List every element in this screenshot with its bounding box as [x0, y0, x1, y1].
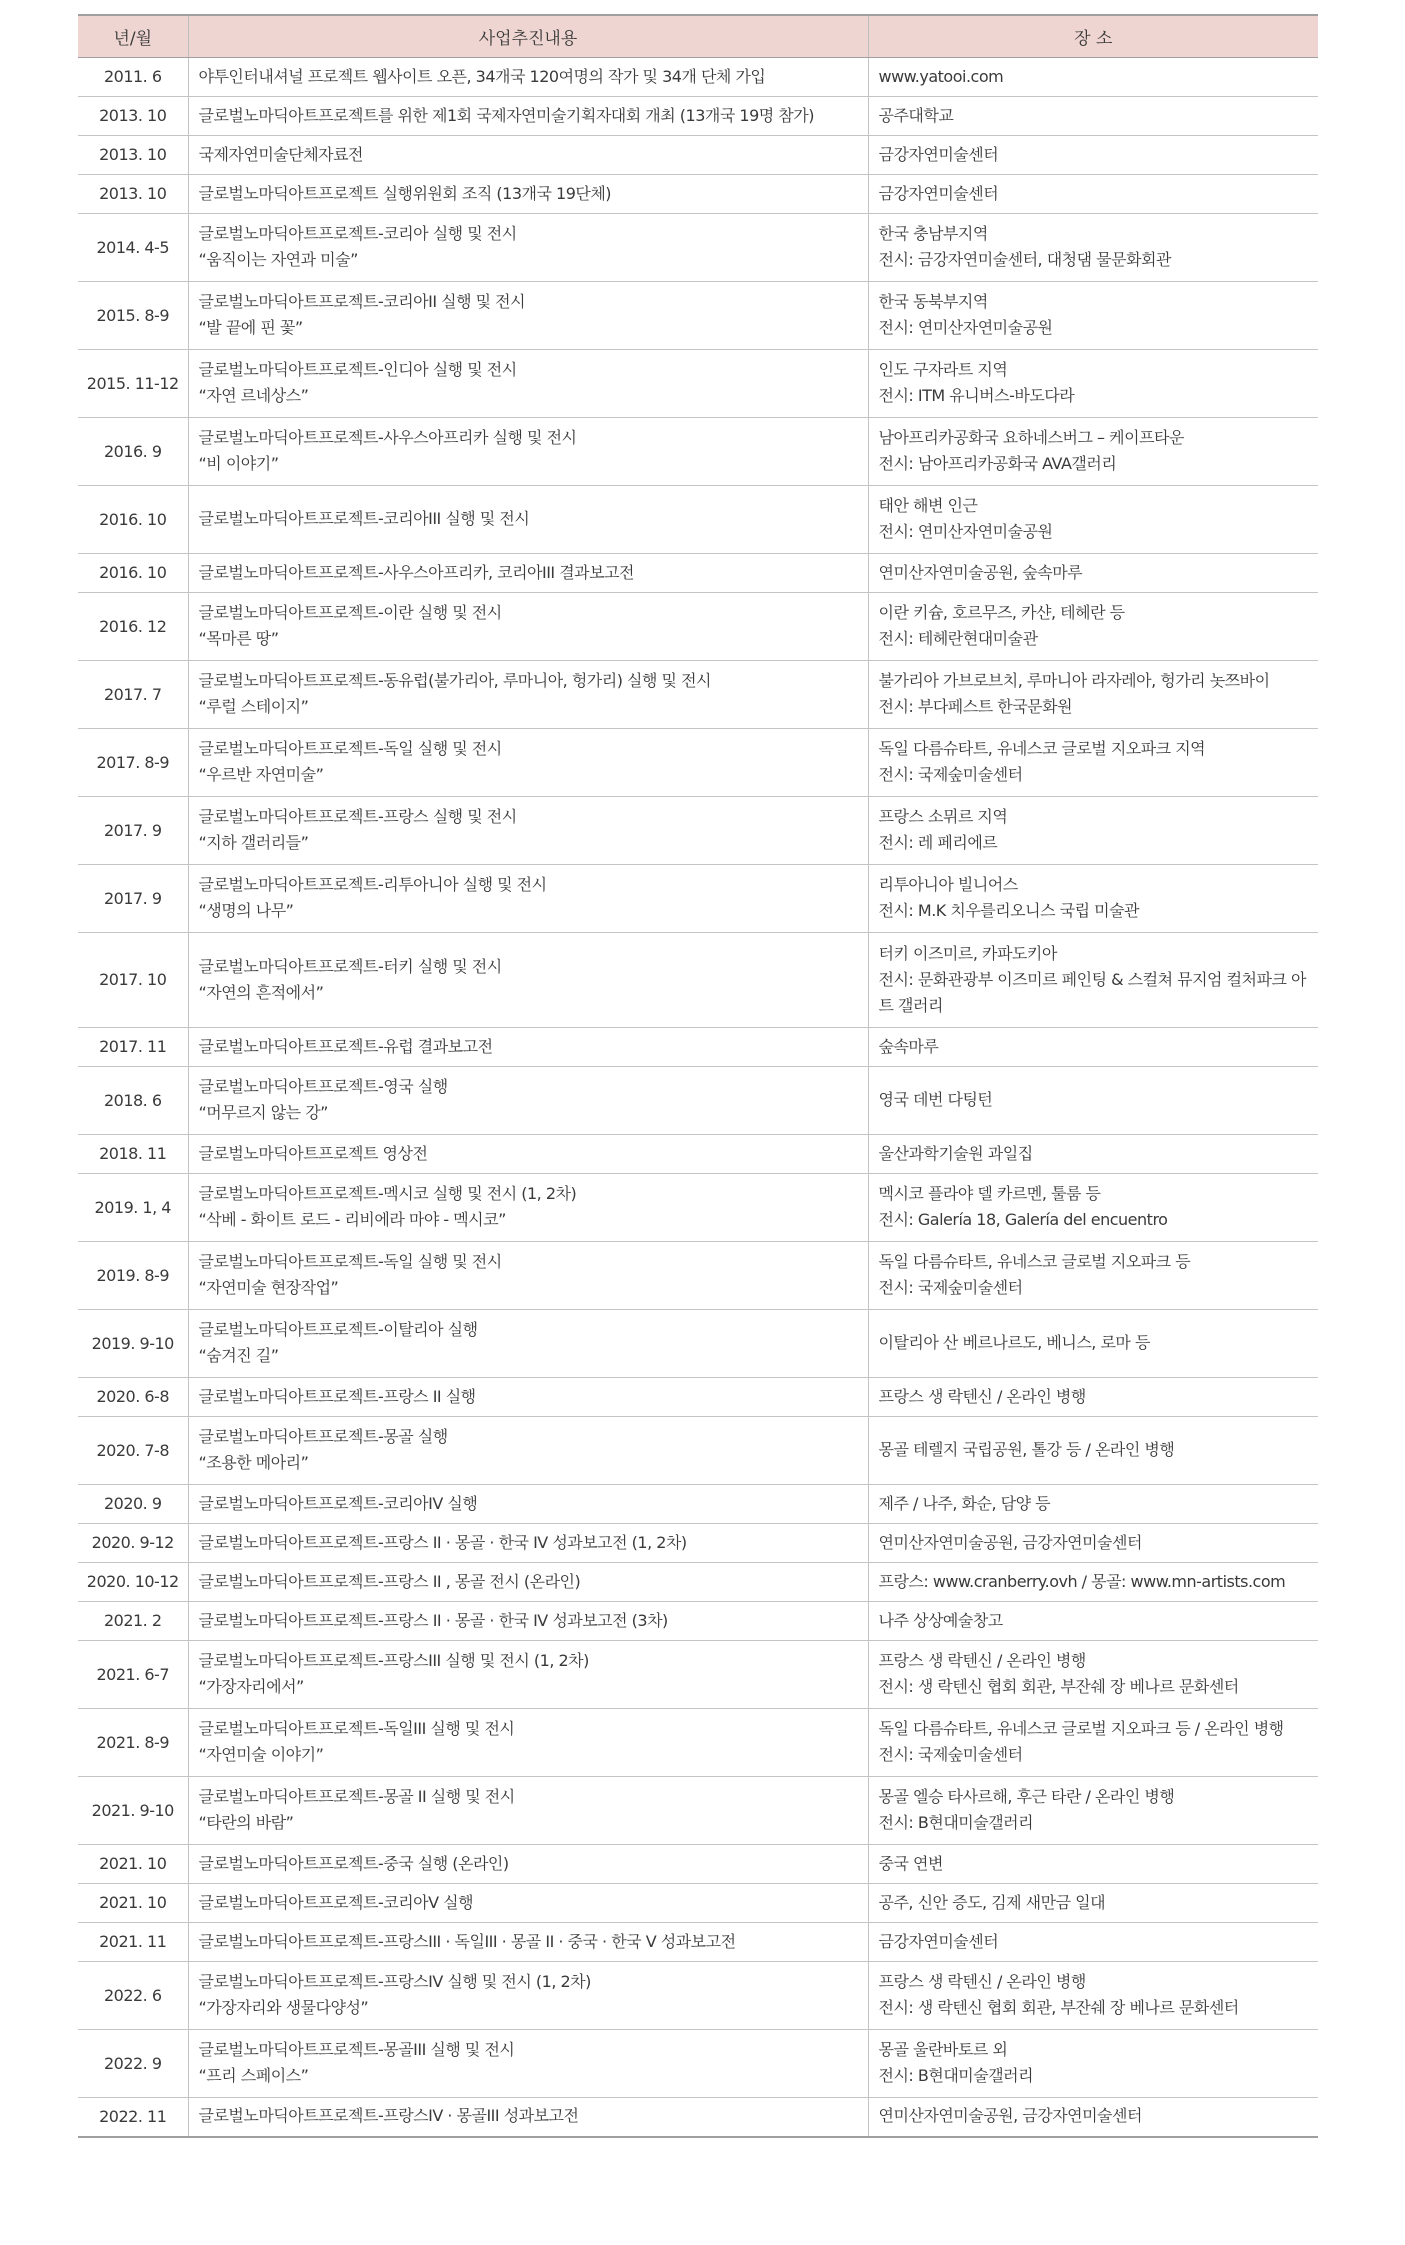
row-content [188, 2030, 868, 2098]
row-date: 2019. 1, 4 [78, 1174, 188, 1242]
table-row [78, 729, 1318, 797]
table-row [78, 1641, 1318, 1709]
place-line: 전시: 연미산자연미술공원 [878, 522, 1053, 541]
row-place [868, 486, 1318, 554]
row-date: 2021. 11 [78, 1923, 188, 1962]
row-place [868, 554, 1318, 593]
row-date: 2018. 11 [78, 1135, 188, 1174]
table-row [78, 1524, 1318, 1563]
row-content [188, 1067, 868, 1135]
row-place [868, 1067, 1318, 1135]
place-line: 공주, 신안 증도, 김제 새만금 일대 [878, 1892, 1106, 1912]
place-line: 전시: 금강자연미술센터, 대청댐 물문화회관 [878, 250, 1171, 269]
row-content [188, 729, 868, 797]
row-date: 2019. 8-9 [78, 1242, 188, 1310]
content-line: 글로벌노마딕아트프로젝트 실행위원회 조직 (13개국 19단체) [198, 183, 612, 203]
table-row [78, 1563, 1318, 1602]
row-content [188, 350, 868, 418]
row-content [188, 1602, 868, 1641]
table-header [78, 15, 1318, 58]
row-place [868, 933, 1318, 1028]
table-row [78, 136, 1318, 175]
table-row [78, 1923, 1318, 1962]
place-line: 이란 키슘, 호르무즈, 카샨, 테헤란 등 [878, 603, 1125, 622]
content-line: “루럴 스테이지” [198, 697, 309, 716]
header-date: 년/월 [78, 15, 188, 58]
row-place [868, 1028, 1318, 1067]
content-line: 글로벌노마딕아트프로젝트-터키 실행 및 전시 [198, 956, 502, 976]
content-line: 글로벌노마딕아트프로젝트-몽골 실행 [198, 1427, 448, 1446]
table-row [78, 1962, 1318, 2030]
header-content: 사업추진내용 [188, 15, 868, 58]
place-line: 전시: B현대미술갤러리 [878, 1813, 1034, 1832]
place-line: 전시: 연미산자연미술공원 [878, 318, 1053, 337]
place-line: 몽골 울란바토르 외 [878, 2040, 1008, 2059]
place-line: 전시: M.K 치우를리오니스 국립 미술관 [878, 901, 1140, 920]
content-line: “프리 스페이스” [198, 2066, 309, 2085]
place-line: 프랑스 소뮈르 지역 [878, 807, 1008, 826]
row-place [868, 1923, 1318, 1962]
row-content [188, 486, 868, 554]
place-line: 금강자연미술센터 [878, 144, 999, 164]
row-date: 2021. 8-9 [78, 1709, 188, 1777]
row-place [868, 214, 1318, 282]
content-line: 글로벌노마딕아트프로젝트-멕시코 실행 및 전시 (1, 2차) [198, 1184, 577, 1203]
content-line: 글로벌노마딕아트프로젝트-코리아V 실행 [198, 1892, 474, 1912]
row-date: 2011. 6 [78, 58, 188, 97]
place-line: 몽골 엘승 타사르해, 후근 타란 / 온라인 병행 [878, 1787, 1175, 1806]
row-date: 2017. 11 [78, 1028, 188, 1067]
content-line: 글로벌노마딕아트프로젝트 영상전 [198, 1143, 428, 1163]
place-line: 전시: 부다페스트 한국문화원 [878, 697, 1073, 716]
place-line: 남아프리카공화국 요하네스버그 – 케이프타운 [878, 428, 1184, 447]
row-date: 2021. 10 [78, 1845, 188, 1884]
content-line: 국제자연미술단체자료전 [198, 144, 364, 164]
row-date: 2021. 6-7 [78, 1641, 188, 1709]
row-place [868, 282, 1318, 350]
header-place: 장 소 [868, 15, 1318, 58]
table-row [78, 1174, 1318, 1242]
table-row [78, 1310, 1318, 1378]
place-line: 한국 동북부지역 [878, 292, 988, 311]
place-line: 금강자연미술센터 [878, 1931, 999, 1951]
content-line: “생명의 나무” [198, 901, 294, 920]
place-line: 몽골 테렐지 국립공원, 톨강 등 / 온라인 병행 [878, 1440, 1175, 1459]
place-line: 울산과학기술원 과일집 [878, 1143, 1033, 1163]
content-line: 글로벌노마딕아트프로젝트-코리아II 실행 및 전시 [198, 292, 526, 311]
place-line: 이탈리아 산 베르나르도, 베니스, 로마 등 [878, 1333, 1150, 1352]
content-line: 글로벌노마딕아트프로젝트-중국 실행 (온라인) [198, 1853, 509, 1873]
table-row [78, 593, 1318, 661]
table-row [78, 1417, 1318, 1485]
content-line: “머무르지 않는 강” [198, 1103, 328, 1122]
table-row [78, 1378, 1318, 1417]
row-content [188, 1417, 868, 1485]
content-line: “가장자리에서” [198, 1677, 304, 1696]
row-content [188, 97, 868, 136]
row-date: 2014. 4-5 [78, 214, 188, 282]
row-content [188, 58, 868, 97]
content-line: “발 끝에 핀 꽃” [198, 318, 303, 337]
table-row [78, 1135, 1318, 1174]
row-content [188, 1524, 868, 1563]
place-line: 연미산자연미술공원, 금강자연미술센터 [878, 2106, 1142, 2126]
content-line: “자연 르네상스” [198, 386, 309, 405]
place-line: 전시: Galería 18, Galería del encuentro [878, 1210, 1168, 1229]
place-line: 독일 다름슈타트, 유네스코 글로벌 지오파크 지역 [878, 739, 1206, 758]
table-body [78, 58, 1318, 2137]
row-place [868, 2098, 1318, 2137]
table-row [78, 1028, 1318, 1067]
row-place [868, 1709, 1318, 1777]
place-line: 전시: 레 페리에르 [878, 833, 998, 852]
content-line: 글로벌노마딕아트프로젝트-독일 실행 및 전시 [198, 739, 502, 758]
content-line: 글로벌노마딕아트프로젝트-프랑스 실행 및 전시 [198, 807, 517, 826]
row-place [868, 1524, 1318, 1563]
content-line: 글로벌노마딕아트프로젝트-영국 실행 [198, 1077, 448, 1096]
row-place [868, 58, 1318, 97]
row-date: 2017. 7 [78, 661, 188, 729]
table-row [78, 1777, 1318, 1845]
table-row [78, 797, 1318, 865]
place-line: 금강자연미술센터 [878, 183, 999, 203]
row-place [868, 1485, 1318, 1524]
place-line: 프랑스 생 락텐신 / 온라인 병행 [878, 1386, 1086, 1406]
content-line: 글로벌노마딕아트프로젝트-몽골 II 실행 및 전시 [198, 1787, 515, 1806]
content-line: 글로벌노마딕아트프로젝트-프랑스IV 실행 및 전시 (1, 2차) [198, 1972, 591, 1991]
row-date: 2015. 8-9 [78, 282, 188, 350]
content-line: “타란의 바람” [198, 1813, 294, 1832]
place-line: 독일 다름슈타트, 유네스코 글로벌 지오파크 등 / 온라인 병행 [878, 1719, 1284, 1738]
place-line: 전시: 생 락텐신 협회 회관, 부잔쉐 장 베나르 문화센터 [878, 1998, 1239, 2017]
row-date: 2020. 10-12 [78, 1563, 188, 1602]
row-content [188, 1845, 868, 1884]
row-content [188, 418, 868, 486]
place-line: 태안 해변 인근 [878, 496, 978, 515]
row-date: 2013. 10 [78, 175, 188, 214]
place-line: 전시: 테헤란현대미술관 [878, 629, 1038, 648]
row-place [868, 1135, 1318, 1174]
row-content [188, 1028, 868, 1067]
place-line: 프랑스 생 락텐신 / 온라인 병행 [878, 1651, 1086, 1670]
row-date: 2021. 9-10 [78, 1777, 188, 1845]
row-content [188, 797, 868, 865]
place-line: 전시: ITM 유니버스-바도다라 [878, 386, 1075, 405]
row-date: 2015. 11-12 [78, 350, 188, 418]
table-row [78, 1242, 1318, 1310]
table-row [78, 418, 1318, 486]
content-line: “숨겨진 길” [198, 1346, 279, 1365]
row-place [868, 1174, 1318, 1242]
place-line: 연미산자연미술공원, 숲속마루 [878, 562, 1083, 582]
row-content [188, 1884, 868, 1923]
content-line: “움직이는 자연과 미술” [198, 250, 358, 269]
place-line: 프랑스 생 락텐신 / 온라인 병행 [878, 1972, 1086, 1991]
content-line: 글로벌노마딕아트프로젝트-코리아IV 실행 [198, 1493, 478, 1513]
content-line: “삭베 - 화이트 로드 - 리비에라 마야 - 멕시코” [198, 1210, 506, 1229]
content-line: “목마른 땅” [198, 629, 279, 648]
row-place [868, 1563, 1318, 1602]
row-place [868, 593, 1318, 661]
content-line: “자연의 흔적에서” [198, 982, 324, 1002]
place-line: 전시: 국제숲미술센터 [878, 1278, 1023, 1297]
row-content [188, 593, 868, 661]
content-line: 글로벌노마딕아트프로젝트-리투아니아 실행 및 전시 [198, 875, 547, 894]
place-line: 공주대학교 [878, 105, 954, 125]
place-line: 멕시코 플라야 델 카르멘, 툴룸 등 [878, 1184, 1101, 1203]
content-line: “가장자리와 생물다양성” [198, 1998, 369, 2017]
content-line: 글로벌노마딕아트프로젝트-독일III 실행 및 전시 [198, 1719, 515, 1738]
table-row [78, 282, 1318, 350]
row-content [188, 1135, 868, 1174]
row-place [868, 418, 1318, 486]
row-date: 2013. 10 [78, 97, 188, 136]
row-date: 2022. 6 [78, 1962, 188, 2030]
row-place [868, 797, 1318, 865]
content-line: 글로벌노마딕아트프로젝트-이탈리아 실행 [198, 1320, 478, 1339]
row-content [188, 865, 868, 933]
row-content [188, 1962, 868, 2030]
row-date: 2022. 9 [78, 2030, 188, 2098]
row-content [188, 1174, 868, 1242]
row-place [868, 136, 1318, 175]
row-date: 2022. 11 [78, 2098, 188, 2137]
content-line: 글로벌노마딕아트프로젝트-인디아 실행 및 전시 [198, 360, 517, 379]
table-row [78, 486, 1318, 554]
row-content [188, 1485, 868, 1524]
row-place [868, 1602, 1318, 1641]
table-row [78, 175, 1318, 214]
place-line: 리투아니아 빌니어스 [878, 875, 1018, 894]
row-content [188, 175, 868, 214]
history-table-container [78, 14, 1318, 2138]
place-line: 한국 충남부지역 [878, 224, 988, 243]
place-line: 숲속마루 [878, 1036, 939, 1056]
header-row [78, 15, 1318, 58]
row-content [188, 136, 868, 175]
content-line: 글로벌노마딕아트프로젝트-독일 실행 및 전시 [198, 1252, 502, 1271]
content-line: 글로벌노마딕아트프로젝트-사우스아프리카, 코리아III 결과보고전 [198, 562, 635, 582]
row-content [188, 1310, 868, 1378]
row-date: 2016. 10 [78, 486, 188, 554]
place-line: 영국 데번 다팅턴 [878, 1090, 993, 1109]
place-line: 터키 이즈미르, 카파도키아 [878, 943, 1057, 963]
place-line: www.yatooi.com [878, 66, 1004, 86]
content-line: 글로벌노마딕아트프로젝트를 위한 제1회 국제자연미술기획자대회 개최 (13개국 19명 참가) [198, 105, 814, 125]
content-line: 글로벌노마딕아트프로젝트-유럽 결과보고전 [198, 1036, 493, 1056]
row-date: 2017. 8-9 [78, 729, 188, 797]
row-date: 2016. 12 [78, 593, 188, 661]
row-place [868, 1962, 1318, 2030]
table-row [78, 214, 1318, 282]
content-line: “비 이야기” [198, 454, 279, 473]
table-row [78, 97, 1318, 136]
row-date: 2020. 7-8 [78, 1417, 188, 1485]
content-line: 글로벌노마딕아트프로젝트-이란 실행 및 전시 [198, 603, 502, 622]
row-place [868, 97, 1318, 136]
project-history-table [78, 14, 1318, 2138]
row-place [868, 350, 1318, 418]
place-line: 불가리아 가브로브치, 루마니아 라자레아, 헝가리 놋쯔바이 [878, 671, 1270, 690]
content-line: 글로벌노마딕아트프로젝트-몽골III 실행 및 전시 [198, 2040, 515, 2059]
place-line: 전시: 국제숲미술센터 [878, 1745, 1023, 1764]
row-place [868, 1417, 1318, 1485]
place-line: 제주 / 나주, 화순, 담양 등 [878, 1493, 1051, 1513]
content-line: 글로벌노마딕아트프로젝트-동유럽(불가리아, 루마니아, 헝가리) 실행 및 전시 [198, 671, 711, 690]
row-date: 2020. 9 [78, 1485, 188, 1524]
place-line: 전시: 문화관광부 이즈미르 페인팅 & 스컬쳐 뮤지엄 컬처파크 아트 갤러리 [878, 969, 1306, 1015]
place-line: 중국 연변 [878, 1853, 943, 1873]
table-row [78, 350, 1318, 418]
row-place [868, 1884, 1318, 1923]
table-row [78, 1884, 1318, 1923]
content-line: 글로벌노마딕아트프로젝트-프랑스III 실행 및 전시 (1, 2차) [198, 1651, 589, 1670]
row-place [868, 1777, 1318, 1845]
table-row [78, 2030, 1318, 2098]
table-row [78, 2098, 1318, 2137]
row-content [188, 554, 868, 593]
row-date: 2018. 6 [78, 1067, 188, 1135]
row-date: 2019. 9-10 [78, 1310, 188, 1378]
content-line: 글로벌노마딕아트프로젝트-프랑스III · 독일III · 몽골 II · 중국 · 한국 V 성과보고전 [198, 1931, 736, 1951]
row-content [188, 1378, 868, 1417]
content-line: 글로벌노마딕아트프로젝트-프랑스 II 실행 [198, 1386, 476, 1406]
place-line: 인도 구자라트 지역 [878, 360, 1008, 379]
content-line: “자연미술 이야기” [198, 1745, 324, 1764]
content-line: 글로벌노마딕아트프로젝트-프랑스 II · 몽골 · 한국 IV 성과보고전 (1, 2차) [198, 1532, 687, 1552]
place-line: 나주 상상예술창고 [878, 1610, 1003, 1630]
row-place [868, 1310, 1318, 1378]
content-line: 야투인터내셔널 프로젝트 웹사이트 오픈, 34개국 120여명의 작가 및 34개 단체 가입 [198, 66, 766, 86]
table-row [78, 1845, 1318, 1884]
row-content [188, 214, 868, 282]
row-date: 2017. 9 [78, 797, 188, 865]
content-line: “조용한 메아리” [198, 1453, 309, 1472]
row-place [868, 1845, 1318, 1884]
row-place [868, 729, 1318, 797]
table-row [78, 865, 1318, 933]
table-row [78, 554, 1318, 593]
row-date: 2013. 10 [78, 136, 188, 175]
row-date: 2017. 9 [78, 865, 188, 933]
row-place [868, 175, 1318, 214]
table-row [78, 661, 1318, 729]
row-content [188, 1563, 868, 1602]
row-content [188, 282, 868, 350]
row-date: 2016. 9 [78, 418, 188, 486]
table-row [78, 1067, 1318, 1135]
table-row [78, 1485, 1318, 1524]
place-line: 전시: B현대미술갤러리 [878, 2066, 1034, 2085]
row-content [188, 1923, 868, 1962]
row-date: 2021. 2 [78, 1602, 188, 1641]
content-line: 글로벌노마딕아트프로젝트-코리아 실행 및 전시 [198, 224, 517, 243]
content-line: “우르반 자연미술” [198, 765, 324, 784]
row-place [868, 865, 1318, 933]
table-row [78, 1602, 1318, 1641]
place-line: 전시: 남아프리카공화국 AVA갤러리 [878, 454, 1117, 473]
row-date: 2021. 10 [78, 1884, 188, 1923]
content-line: 글로벌노마딕아트프로젝트-사우스아프리카 실행 및 전시 [198, 428, 577, 447]
place-line: 전시: 생 락텐신 협회 회관, 부잔쉐 장 베나르 문화센터 [878, 1677, 1239, 1696]
row-content [188, 1709, 868, 1777]
row-place [868, 1242, 1318, 1310]
table-row [78, 58, 1318, 97]
content-line: “지하 갤러리들” [198, 833, 309, 852]
place-line: 프랑스: www.cranberry.ovh / 몽골: www.mn-artists.com [878, 1571, 1286, 1591]
row-content [188, 661, 868, 729]
table-row [78, 1709, 1318, 1777]
content-line: 글로벌노마딕아트프로젝트-프랑스 II , 몽골 전시 (온라인) [198, 1571, 581, 1591]
table-row [78, 933, 1318, 1028]
row-content [188, 1777, 868, 1845]
content-line: 글로벌노마딕아트프로젝트-코리아III 실행 및 전시 [198, 509, 530, 528]
row-place [868, 1641, 1318, 1709]
place-line: 연미산자연미술공원, 금강자연미술센터 [878, 1532, 1142, 1552]
row-content [188, 2098, 868, 2137]
row-content [188, 933, 868, 1028]
row-place [868, 1378, 1318, 1417]
content-line: 글로벌노마딕아트프로젝트-프랑스 II · 몽골 · 한국 IV 성과보고전 (3차) [198, 1610, 668, 1630]
row-content [188, 1641, 868, 1709]
row-date: 2016. 10 [78, 554, 188, 593]
row-place [868, 661, 1318, 729]
row-date: 2017. 10 [78, 933, 188, 1028]
content-line: 글로벌노마딕아트프로젝트-프랑스IV · 몽골III 성과보고전 [198, 2106, 579, 2126]
row-place [868, 2030, 1318, 2098]
row-content [188, 1242, 868, 1310]
place-line: 독일 다름슈타트, 유네스코 글로벌 지오파크 등 [878, 1252, 1191, 1271]
place-line: 전시: 국제숲미술센터 [878, 765, 1023, 784]
row-date: 2020. 9-12 [78, 1524, 188, 1563]
content-line: “자연미술 현장작업” [198, 1278, 339, 1297]
row-date: 2020. 6-8 [78, 1378, 188, 1417]
